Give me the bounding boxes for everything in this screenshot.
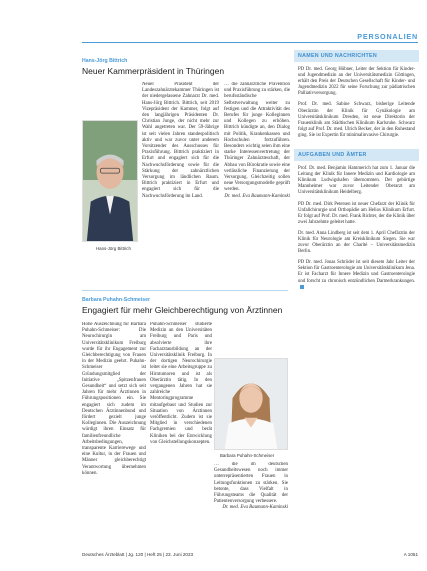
article1-body-continued: … die zahnärztliche Prävention und Praxisführung zu stärken, die berufsständische Selbstverwaltung weiter zu festigen und die Attraktivität des Berufes für junge Kolleginnen und Kollegen zu erhöhen. Bittrich kündigte an, den Dialog mit Politik, Krankenkassen und Hochschulen fortzuführen. Besonders wichtig seien ihm eine starke Interessenvertretung der Thüringer Zahnärzteschaft, der Abbau von Bürokratie sowie eine verlässliche Finanzierung der Versorgung. Gleichzeitig sollen neue Versorgungsmodelle geprüft werden. xyxy=(224,82,290,193)
news-item: Prof. Dr. med. Sabine Schwarz, bisherige Leitende Oberärztin der Klinik für Gynäkologie am Universitätsklinikum Dresden, ist neue Direktorin der Frauenklinik am Städtischen Klinikum Karlsruhe. Schwarz folgt auf Prof. Dr. med. Ulrich Becker, der in den Ruhestand ging. Sie ist Expertin für minimalinvasive Chirurgie. xyxy=(298,102,415,138)
news-heading: NAMEN UND NACHRICHTEN xyxy=(294,50,419,62)
news-item: PD Dr. med. Georg Hübner, Leiter der Sektion für Kinder- und Jugendmedizin an der Universitätsmedizin Göttingen, erhält den Preis der Deutschen Gesellschaft für Kinder- und Jugendmedizin 2022 für seine Forschung zur pädiatrischen Palliativversorgung. xyxy=(298,67,415,97)
appointments-list xyxy=(294,161,419,301)
news-sidebar xyxy=(294,50,419,301)
article2-body-end: … die im deutschen Gesundheitswesen noch immer unterrepräsentierten Frauen in Leitungsfunktionen zu stärken. Sie betonte, dass Vielfalt in Führungsteams die Qualität der Patientenversorgung verbessere. xyxy=(214,462,288,505)
article2-col1 xyxy=(82,322,146,522)
end-mark-icon xyxy=(300,285,304,289)
article1-col2 xyxy=(224,82,290,272)
appointment-item: PD Dr. med. Jonas Schröder ist seit diesem Jahr Leiter der Sektion für Gastroenterologie am Universitätsklinikum Jena. Er ist Facharzt für Innere Medizin und Gastroenterologie und forscht zu chronisch entzündlichen Darmerkrankungen. xyxy=(298,260,415,284)
article2-title: Engagiert für mehr Gleichberechtigung von Ärztinnen xyxy=(82,305,283,315)
article2-body-continued: Puhahn-Schmeiser studierte Medizin an den Universitäten Freiburg und Paris und absolvierte ihre Facharztausbildung an der Universitätsklinik Freiburg. In der dortigen Neurochirurgie leitet sie eine Arbeitsgruppe zu Hirntumoren und ist als Oberärztin tätig. In den vergangenen Jahren hat sie zahlreiche Mentoringprogramme mitaufgebaut und Studien zur Situation von Ärztinnen veröffentlicht. Zudem ist sie Mitglied in verschiedenen Fachgremien und berät Kliniken bei der Entwicklung von Gleichstellungskonzepten. xyxy=(150,322,212,445)
page-footer xyxy=(82,552,418,557)
article1-body: Neuer Präsident der Landeszahnärztekammer Thüringen ist der niedergelassene Zahnarzt Dr. med. Hans-Jörg Bittrich. Bittrich, seit 2019 Vizepräsident der Kammer, folgt auf den langjährigen Präsidenten Dr. Christian Junge, der nicht mehr zur Wahl angetreten war. Der 59-Jährige ist seit vielen Jahren standespolitisch aktiv und war zuvor unter anderem Vorsitzender des Ausschusses für Praxisführung. Bittrich praktiziert in Erfurt und engagiert sich für die Nachwuchsförderung sowie für die Stärkung der zahnärztlichen Versorgung im ländlichen Raum. Bittrich praktiziert in Erfurt und engagiert sich für die Nachwuchsförderung im Land. xyxy=(142,82,219,199)
article1-byline: Dr. med. Eva Baumann-Kaminski xyxy=(224,193,290,199)
article2-col3 xyxy=(214,462,288,524)
appointment-item: Prof. Dr. med. Benjamin Hammerich hat zum 1. Januar die Leitung der Klinik für Innere Medizin und Kardiologie am Klinikum Ludwigshafen übernommen. Der gebürtige Mannheimer war zuvor Leitender Oberarzt am Universitätsklinikum Heidelberg. xyxy=(298,166,415,196)
page-number: A 1051 xyxy=(403,552,418,557)
article2-photo-caption: Barbara Puhahn-Schmeiser xyxy=(220,453,275,458)
article1-title: Neuer Kammerpräsident in Thüringen xyxy=(82,66,225,76)
article2-kicker: Barbara Puhahn-Schmeiser xyxy=(82,297,151,303)
article1-col1 xyxy=(142,82,219,271)
article1-photo-caption: Hans-Jörg Bittrich xyxy=(96,246,131,251)
appointment-item: PD Dr. med. Dirk Petersen ist neuer Chefarzt der Klinik für Unfallchirurgie und Orthopädie am Helios Klinikum Erfurt. Er folgt auf Prof. Dr. med. Frank Richter, der die Klinik über zwei Jahrzehnte geleitet hatte. xyxy=(298,201,415,225)
article2-photo xyxy=(214,358,288,450)
journal-citation: Deutsches Ärzteblatt | Jg. 120 | Heft 25 | 23. Juni 2023 xyxy=(82,552,194,557)
article2-col2 xyxy=(150,322,212,522)
appointment-item: Dr. med. Anna Lindberg ist seit dem 1. April Chefärztin der Klinik für Neurologie am Kreisklinikum Siegen. Sie war zuvor Oberärztin an der Charité – Universitätsmedizin Berlin. xyxy=(298,230,415,255)
appointments-heading: AUFGABEN UND ÄMTER xyxy=(294,149,419,161)
news-list xyxy=(294,62,419,149)
article2-body: Hohe Auszeichnung für Barbara Puhahn-Schmeiser: Die Neurochirurgin am Universitätsklinikum Freiburg wurde für ihr Engagement zur Gleichberechtigung von Frauen in der Medizin geehrt. Puhahn-Schmeiser ist Gründungsmitglied der Initiative „Spitzenfrauen Gesundheit“ und setzt sich seit Jahren für mehr Ärztinnen in Führungspositionen ein. Sie engagiert sich zudem im Deutschen Ärztinnenbund und fördert gezielt junge Kolleginnen. Die Auszeichnung würdigt ihren Einsatz für familienfreundliche Arbeitsbedingungen, transparente Karrierewege und eine Kultur, in der Frauen und Männer gleichberechtigt Verantwortung übernehmen können. xyxy=(82,322,146,476)
article1-photo xyxy=(82,120,138,242)
article2-byline: Dr. med. Eva Baumann-Kaminski xyxy=(222,505,288,511)
article-divider xyxy=(82,290,288,291)
section-label: PERSONALIEN xyxy=(357,32,418,41)
article1-kicker: Hans-Jörg Bittrich xyxy=(82,58,128,64)
section-rule xyxy=(82,42,418,43)
